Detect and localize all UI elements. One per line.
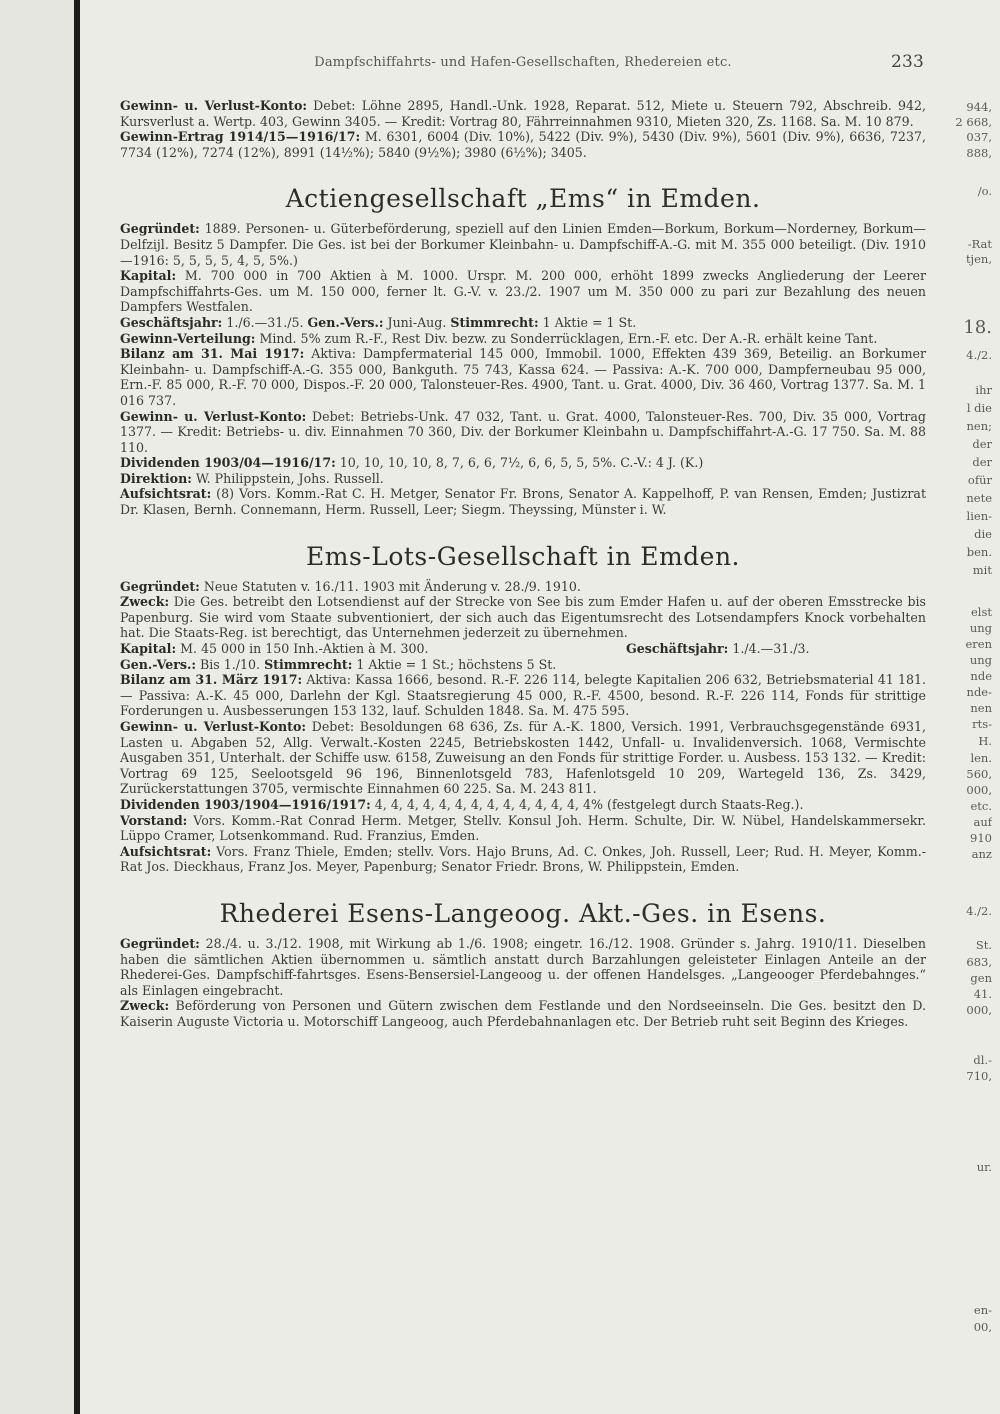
field-text: 4, 4, 4, 4, 4, 4, 4, 4, 4, 4, 4, 4, 4, 4% (festgelegt durch Staats-Reg.). <box>370 796 804 812</box>
lots-kapital-row <box>120 641 926 657</box>
gutter-fragment: elst <box>970 605 992 619</box>
ems-aufsichtsrat <box>120 486 926 517</box>
field-text: Aktiva: Dampfermaterial 145 000, Immobil. 1000, Effekten 439 369, Beteilig. an Borkumer Kleinbahn- u. Dampfschiff-A.-G. 355 000, Bankguth. 75 743, Kassa 624. — Passiva: A.-K. 700 000, Dampferneubau 95 000, Ern.-F. 85 000, R.-F. 70 000, Dispos.-F. 20 000, Talonsteuer-Res. 4900, Tant. u. Grat. 4000, Div. 36 460, Vortrag 1377. Sa. M. 1 016 737. <box>120 346 927 408</box>
field-label: Dividenden 1903/1904—1916/1917: <box>120 796 371 812</box>
running-title: Dampfschiffahrts- und Hafen-Gesellschaften, Rhedereien etc. <box>314 55 732 70</box>
field-text: W. Philippstein, Johs. Russell. <box>191 470 384 486</box>
field-label: Vorstand: <box>120 812 188 828</box>
ems-geschaeftsjahr <box>120 315 926 331</box>
field-text: Vors. Franz Thiele, Emden; stellv. Vors. Hajo Bruns, Ad. C. Onkes, Joh. Russell, Leer; Rud. H. Meyer, Komm.-Rat Jos. Dieckhaus, Franz Jos. Meyer, Papenburg; Senator Friedr. Brons, W. Philippstein, Emden. <box>120 843 926 875</box>
field-label: Gewinn-Verteilung: <box>120 330 256 346</box>
field-text: M. 6301, 6004 (Div. 10%), 5422 (Div. 9%), 5430 (Div. 9%), 5601 (Div. 9%), 6636, 7237, 7734 (12%), 7274 (12%), 8991 (14½%); 5840 (9½%); 3980 (6½%); 3405. <box>120 129 926 160</box>
field-label: Gegründet: <box>120 578 200 594</box>
gutter-fragment: 910 <box>970 831 992 845</box>
gutter-fragment: eren <box>965 637 992 651</box>
intro-gv-konto <box>120 98 926 129</box>
gutter-fragment: lien- <box>966 509 992 523</box>
ems-dividenden <box>120 455 926 471</box>
lots-kapital <box>120 641 626 657</box>
field-text: Neue Statuten v. 16./11. 1903 mit Änderung v. 28./9. 1910. <box>199 578 581 594</box>
company-title-ems: Actiengesellschaft „Ems“ in Emden. <box>285 184 761 214</box>
lots-gegruendet <box>120 579 926 595</box>
field-text: 1 Aktie = 1 St.; höchstens 5 St. <box>352 656 557 672</box>
field-label: Gewinn- u. Verlust-Konto: <box>120 719 307 734</box>
ems-gv-konto <box>120 409 926 456</box>
gutter-fragment: etc. <box>970 799 992 813</box>
gutter-fragment: 944, <box>966 100 992 114</box>
gutter-fragment: 560, <box>966 767 992 781</box>
gutter-fragment: der <box>972 455 992 469</box>
field-label: Dividenden 1903/04—1916/17: <box>120 455 336 471</box>
gutter-fragment: en- <box>973 1303 992 1317</box>
gutter-fragment: 2 668, <box>955 115 992 129</box>
gutter-fragment: ur. <box>976 1160 992 1174</box>
ems-gegruendet <box>120 221 926 268</box>
gutter-fragment: 41. <box>973 987 992 1001</box>
esens-zweck <box>120 998 926 1029</box>
field-text: M. 700 000 in 700 Aktien à M. 1000. Urspr. M. 200 000, erhöht 1899 zwecks Angliederung der Leerer Dampfschiffahrts-Ges. um M. 150 000, ferner lt. G.-V. v. 23./2. 1907 um M. 350 000 zu pari zur Bezahlung des neuen Dampfers Westfalen. <box>120 268 926 315</box>
field-label: Gegründet: <box>120 221 200 237</box>
running-head <box>120 52 926 74</box>
gutter-fragment: anz <box>971 847 992 861</box>
gutter-fragment: ung <box>969 653 992 667</box>
gutter-fragment: 683, <box>966 955 992 969</box>
gutter-fragment: gen <box>970 971 992 985</box>
field-label: Geschäftsjahr: <box>626 641 729 657</box>
gutter-fragment: ung <box>969 621 992 635</box>
field-text: 10, 10, 10, 10, 8, 7, 6, 6, 7½, 6, 6, 5, 5, 5%. C.-V.: 4 J. (K.) <box>335 455 704 471</box>
gutter-fragment: rts- <box>972 717 992 731</box>
lots-gv-konto <box>120 719 926 797</box>
field-text: 1 Aktie = 1 St. <box>538 314 637 330</box>
lots-zweck <box>120 594 926 641</box>
field-label: Gewinn-Ertrag 1914/15—1916/17: <box>120 129 361 145</box>
lots-dividenden <box>120 797 926 813</box>
gutter-fragment: ihr <box>975 383 992 397</box>
gutter-fragment: die <box>974 527 992 541</box>
gutter-fragment: ben. <box>966 545 992 559</box>
field-text: 1./6.—31./5. <box>222 314 308 330</box>
field-text: Bis 1./10. <box>196 656 265 672</box>
gutter-fragment: 4./2. <box>966 348 992 362</box>
lots-gen-vers <box>120 657 926 673</box>
gutter-fragment: 000, <box>966 1003 992 1017</box>
field-text: Mind. 5% zum R.-F., Rest Div. bezw. zu Sonderrücklagen, Ern.-F. etc. Der A.-R. erhält keine Tant. <box>255 330 878 346</box>
field-label: Zweck: <box>120 594 170 610</box>
company-title-lots: Ems-Lots-Gesellschaft in Emden. <box>305 541 741 571</box>
field-label: Kapital: <box>120 641 177 657</box>
field-text: Debet: Betriebs-Unk. 47 032, Tant. u. Grat. 4000, Talonsteuer-Res. 700, Div. 35 000, Vortrag 1377. — Kredit: Betriebs- u. div. Einnahmen 70 360, Div. der Borkumer Kleinbahn u. Dampfschiffahrt-A.-G. 17 750. Sa. M. 88 110. <box>120 408 926 455</box>
field-label: Bilanz am 31. März 1917: <box>120 672 303 688</box>
gutter-fragment: 888, <box>966 146 992 160</box>
field-text: Debet: Löhne 2895, Handl.-Unk. 1928, Reparat. 512, Miete u. Steuern 792, Abschreib. 942, Kursverlust a. Wertp. 403, Gewinn 3405. — Kredit: Vortrag 80, Fährreinnahmen 9310, Mieten 320, Zs. 1168. Sa. M. 10 879. <box>120 98 926 129</box>
field-label: Stimmrecht: <box>264 656 353 672</box>
intro-gewinn-ertrag <box>120 129 926 160</box>
gutter-fragment: 18. <box>963 317 992 338</box>
gutter-fragment: H. <box>978 734 992 748</box>
ems-gewinn-verteilung <box>120 331 926 347</box>
gutter-fragment: nete <box>966 491 992 505</box>
ems-bilanz <box>120 346 926 408</box>
lots-bilanz <box>120 672 926 719</box>
page-fold-shadow <box>74 0 80 1414</box>
esens-gegruendet <box>120 936 926 998</box>
field-text: Die Ges. betreibt den Lotsendienst auf der Strecke von See bis zum Emder Hafen u. auf der oberen Emsstrecke bis Papenburg. Sie wird vom Staate subventioniert, der sich auch das Eigentumsrecht des Lotsendampfers Knock vorbehalten hat. Die Staats-Reg. ist berechtigt, das Unternehmen jederzeit zu übernehmen. <box>120 594 926 641</box>
field-text: 28./4. u. 3./12. 1908, mit Wirkung ab 1./6. 1908; eingetr. 16./12. 1908. Gründer s. Jahrg. 1910/11. Dieselben haben die sämtlichen Aktien übernommen u. sämtlich anstatt durch Barzahlungen geleisteter Einlagen Anteile an der Rhederei-Ges. Dampfschiff-fahrtsges. Esens-Bensersiel-Langeoog u. der offenen Handelsges. „Langeooger Pferdebahnges.“ als Einlagen eingebracht. <box>120 935 926 998</box>
left-page-margin-fragment <box>0 0 78 1414</box>
field-label: Bilanz am 31. Mai 1917: <box>120 346 305 362</box>
gutter-fragment: 037, <box>966 130 992 144</box>
gutter-fragment: nen; <box>966 419 992 433</box>
gutter-fragment: St. <box>975 938 992 952</box>
field-label: Aufsichtsrat: <box>120 843 212 859</box>
gutter-fragment: mit <box>972 563 992 577</box>
gutter-fragment: auf <box>973 815 992 829</box>
company-title-esens: Rhederei Esens-Langeoog. Akt.-Ges. in Esens. <box>219 898 827 928</box>
gutter-fragment: nde- <box>966 685 992 699</box>
field-text: Juni-Aug. <box>383 314 451 330</box>
ems-direktion <box>120 471 926 487</box>
gutter-fragment: ofür <box>967 473 992 487</box>
field-text: 1./4.—31./3. <box>728 641 810 657</box>
lots-vorstand <box>120 813 926 844</box>
field-label: Gewinn- u. Verlust-Konto: <box>120 408 307 424</box>
field-label: Gen.-Vers.: <box>307 314 384 330</box>
field-label: Kapital: <box>120 268 177 284</box>
page-content <box>120 52 926 1030</box>
gutter-fragment: nen <box>970 701 992 715</box>
field-label: Zweck: <box>120 998 170 1014</box>
field-label: Gen.-Vers.: <box>120 656 197 672</box>
field-text: 1889. Personen- u. Güterbeförderung, speziell auf den Linien Emden—Borkum, Borkum—Norderney, Borkum—Delfzijl. Besitz 5 Dampfer. Die Ges. ist bei der Borkumer Kleinbahn- u. Dampfschiff-A.-G. mit M. 355 000 beteiligt. (Div. 1910—1916: 5, 5, 5, 5, 4, 5, 5%.) <box>120 221 926 268</box>
ems-kapital <box>120 268 926 315</box>
gutter-fragment: 000, <box>966 783 992 797</box>
gutter-fragment: 00, <box>973 1320 992 1334</box>
field-text: Beförderung von Personen und Gütern zwischen dem Festlande und den Nordseeinseln. Die Ges. besitzt den D. Kaiserin Auguste Victoria u. Motorschiff Langeoog, auch Pferdebahnanlagen etc. Der Betrieb ruht seit Beginn des Krieges. <box>120 998 926 1029</box>
gutter-fragment: tjen, <box>965 252 992 266</box>
gutter-fragment: der <box>972 437 992 451</box>
gutter-fragment: 710, <box>966 1069 992 1083</box>
gutter-fragment: nde <box>970 669 992 683</box>
field-label: Gegründet: <box>120 935 200 951</box>
field-text: Debet: Besoldungen 68 636, Zs. für A.-K. 1800, Versich. 1991, Verbrauchsgegenstände 6931, Lasten u. Abgaben 52, Allg. Verwalt.-Kosten 2245, Betriebskosten 1442, Unfall- u. Invalidenversich. 1068, Vermischte Ausgaben 351, Unterhalt. der Schiffe usw. 6158, Zuweisung an den Fonds für strittige Forder. u. Ausbess. 153 132. — Kredit: Vortrag 69 125, Seelootsgeld 96 196, Binnenlotsgeld 783, Hafenlotsgeld 10 209, Wartegeld 136, Zs. 3429, Zurückerstattungen 3705, vermischte Einnahmen 60 225. Sa. M. 243 811. <box>120 719 926 797</box>
field-label: Stimmrecht: <box>450 314 539 330</box>
gutter-fragment: -Rat <box>967 237 992 251</box>
gutter-fragment: dl.- <box>973 1053 992 1067</box>
page-number: 233 <box>890 52 924 72</box>
gutter-fragment: /o. <box>977 184 992 198</box>
field-label: Gewinn- u. Verlust-Konto: <box>120 98 307 113</box>
field-text: Vors. Komm.-Rat Conrad Herm. Metger, Stellv. Konsul Joh. Herm. Schulte, Dir. W. Nübel, Handelskammersekr. Lüppo Cramer, Lotsenkommand. Rud. Franzius, Emden. <box>120 812 926 844</box>
gutter-fragment: len. <box>970 751 992 765</box>
field-label: Geschäftsjahr: <box>120 314 223 330</box>
lots-geschaeftsjahr <box>626 641 926 657</box>
gutter-fragment: 4./2. <box>966 904 992 918</box>
gutter-fragment: l die <box>966 401 992 415</box>
field-text: (8) Vors. Komm.-Rat C. H. Metger, Senator Fr. Brons, Senator A. Kappelhoff, P. van Rensen, Emden; Justizrat Dr. Klasen, Bernh. Connemann, Herm. Russell, Leer; Siegm. Theyssing, Münster i. W. <box>120 486 926 518</box>
lots-aufsichtsrat <box>120 844 926 875</box>
field-label: Aufsichtsrat: <box>120 486 212 502</box>
field-text: M. 45 000 in 150 Inh.-Aktien à M. 300. <box>176 641 429 657</box>
field-label: Direktion: <box>120 470 192 486</box>
field-text: Aktiva: Kassa 1666, besond. R.-F. 226 114, belegte Kapitalien 206 632, Betriebsmaterial 41 181. — Passiva: A.-K. 45 000, Darlehn der Kgl. Staatsregierung 45 000, R.-F. 4500, besond. R.-F. 226 114, Fonds für strittige Forderungen u. Ausbesserungen 153 132, lauf. Schulden 1848. Sa. M. 475 595. <box>120 672 926 719</box>
